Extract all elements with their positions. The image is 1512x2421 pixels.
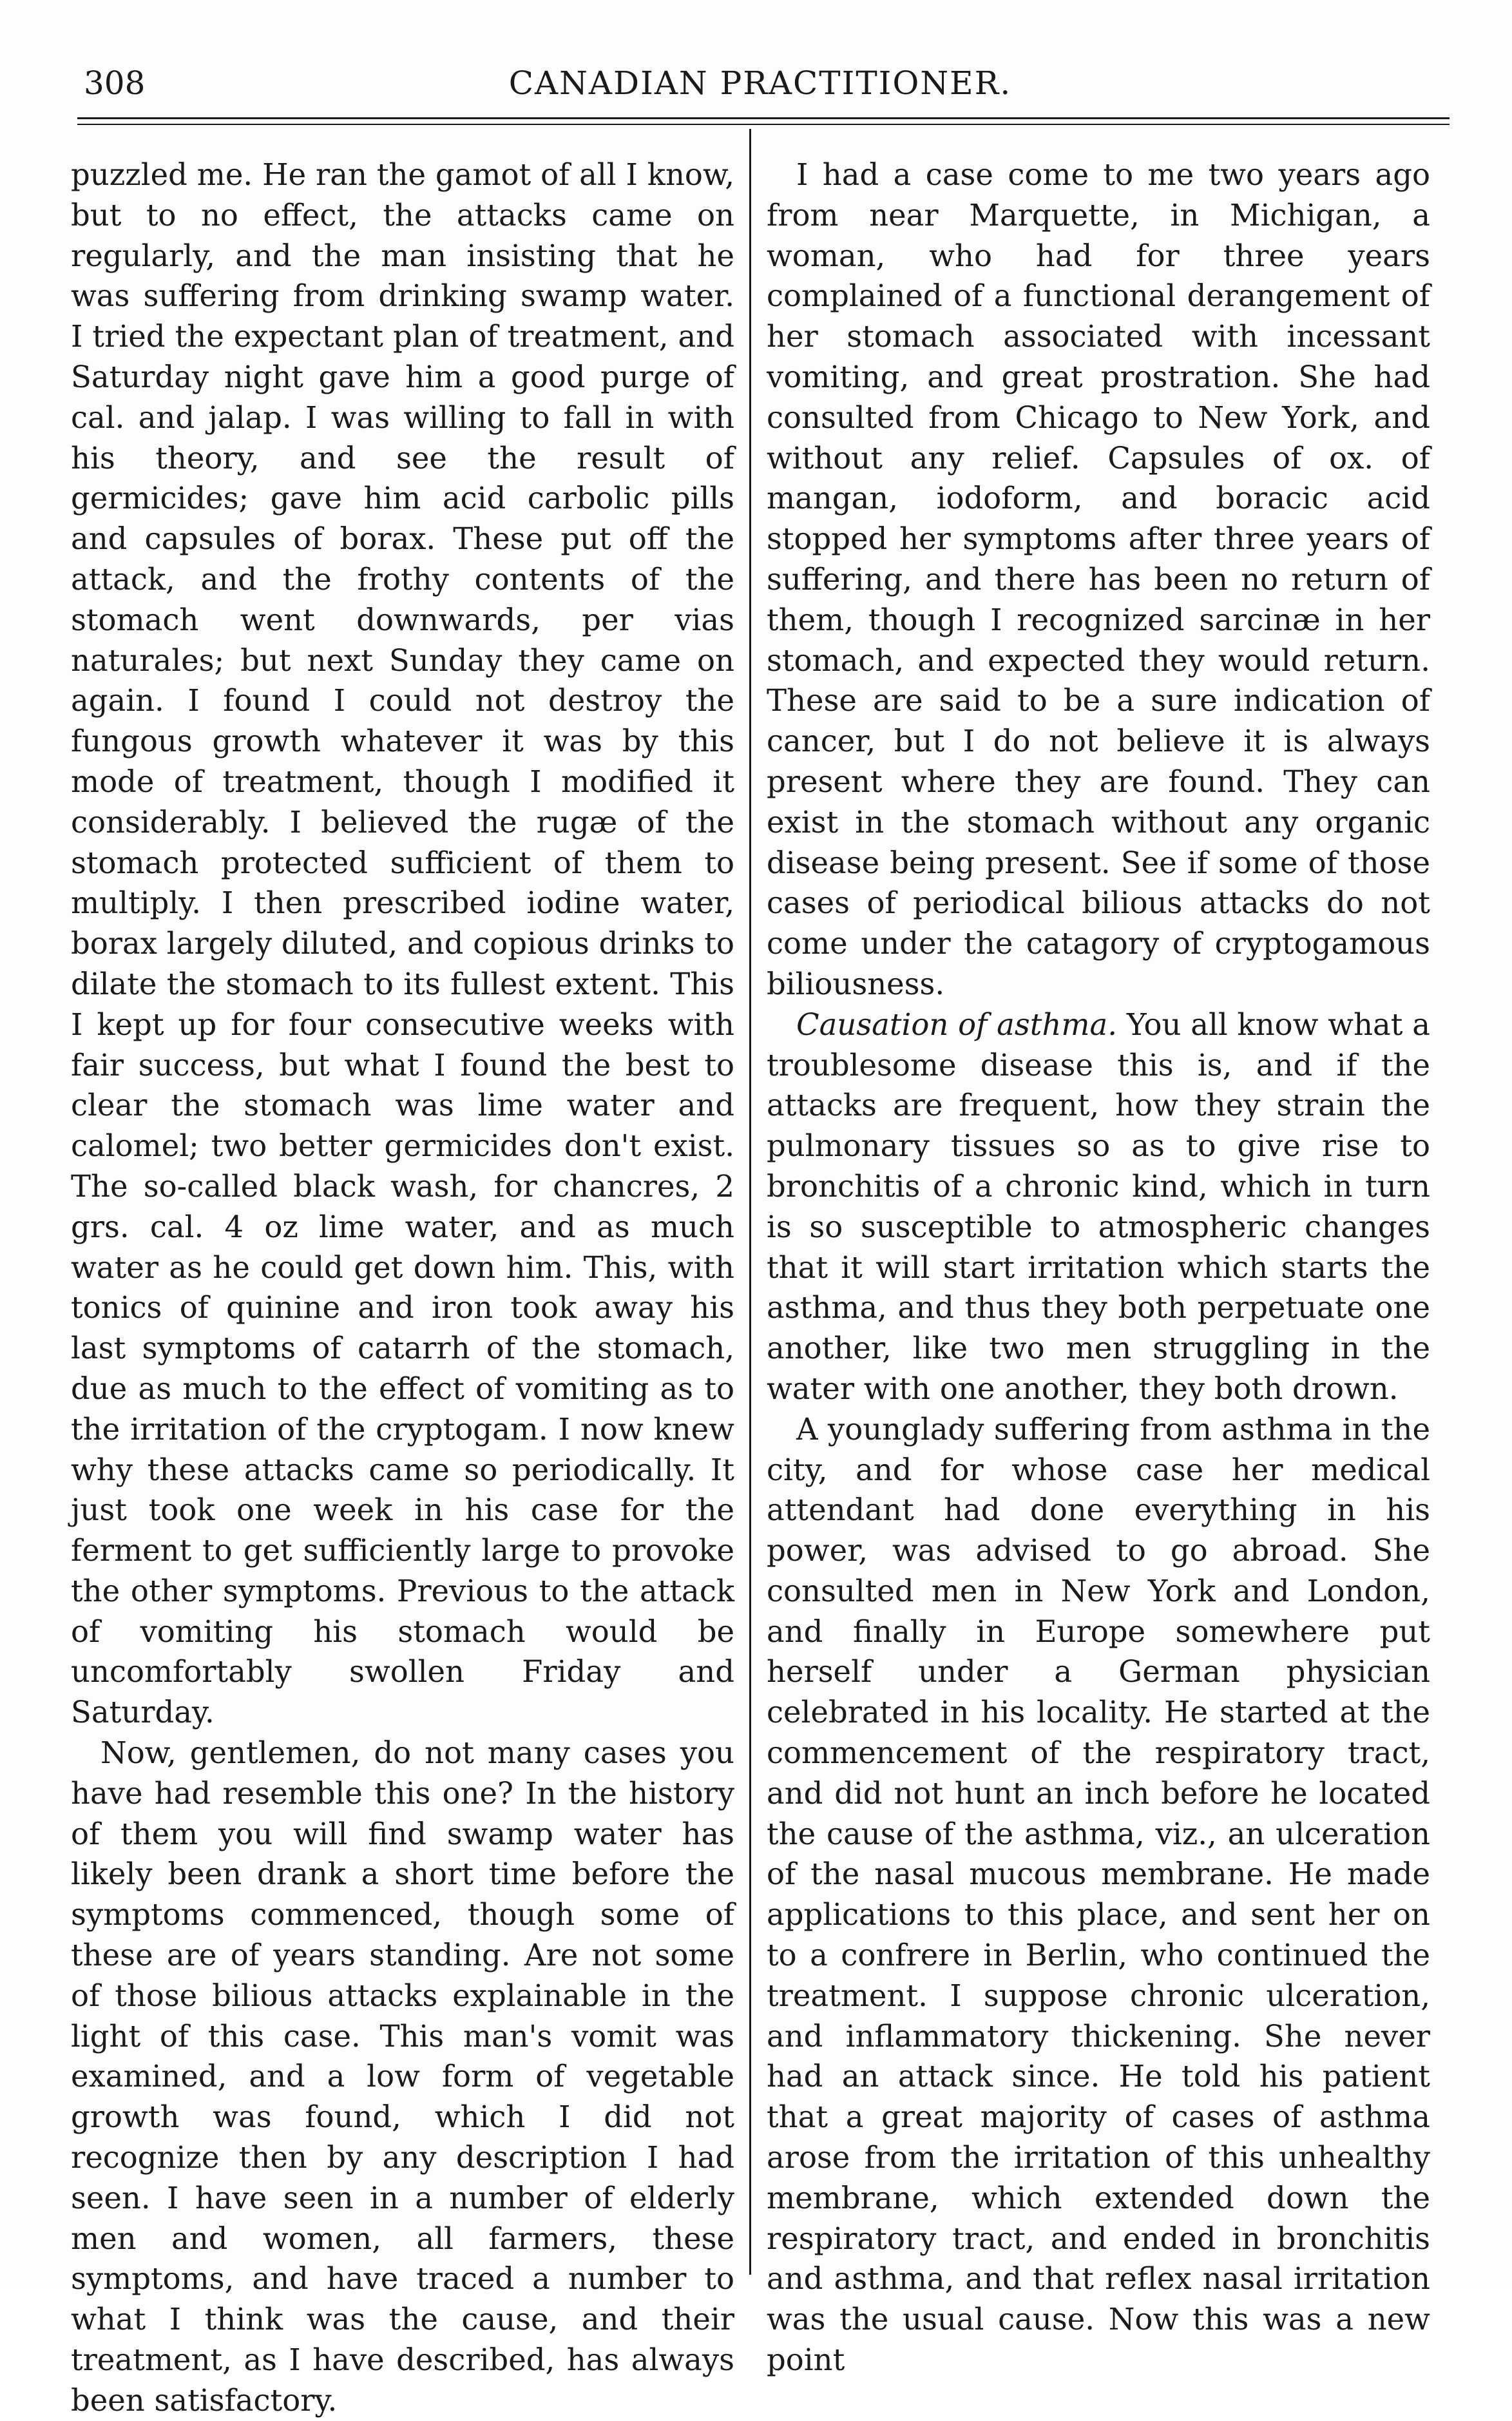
right-paragraph-1: I had a case come to me two years ago from near Marquette, in Michigan, a woman, who had for three years complained of a functional derangement of her stomach associated with incessant vomiting, and great prostration. She had consulted from Chicago to New York, and without any relief. Capsules of ox. of mangan, iodoform, and boracic acid stopped her symptoms after three years of suffering, and there has been no return of them, though I recognized sarcinæ in her stomach, and expected they would return. These are said to be a sure indication of cancer, but I do not believe it is always present where they are found. They can exist in the stomach without any organic disease being present. See if some of those cases of periodical bilious attacks do not come under the catagory of cryptogamous biliousness. — [767, 157, 1430, 1001]
left-paragraph-1: puzzled me. He ran the gamot of all I know, but to no effect, the attacks came on regularly, and the man insisting that he was suffering from drinking swamp water. I tried the expectant plan of treatment, and Saturday night gave him a good purge of cal. and jalap. I was willing to fall in with his theory, and see the result of germicides; gave him acid carbolic pills and capsules of borax. These put off the attack, and the frothy contents of the stomach went downwards, per vias naturales; but next Sunday they came on again. I found I could not destroy the fungous growth whatever it was by this mode of treatment, though I modified it considerably. I believed the rugæ of the stomach protected sufficient of them to multiply. I then prescribed iodine water, borax largely diluted, and copious drinks to dilate the stomach to its fullest extent. This I kept up for four consecutive weeks with fair success, but what I found the best to clear the stomach was lime water and calomel; two better germicides don't exist. The so-called black wash, for chancres, 2 grs. cal. 4 oz lime water, and as much water as he could get down him. This, with tonics of quinine and iron took away his last symptoms of catarrh of the stomach, due as much to the effect of vomiting as to the irritation of the cryptogam. I now knew why these attacks came so periodically. It just took one week in his case for the ferment to get sufficiently large to provoke the other symptoms. Previous to the attack of vomiting his stomach would be uncomfortably swollen Friday and Saturday. — [71, 157, 734, 1730]
right-column — [767, 155, 1430, 2380]
header-rule-top — [77, 117, 1450, 119]
page-header — [77, 57, 1443, 108]
left-paragraph-2: Now, gentlemen, do not many cases you have had resemble this one? In the history of them you will find swamp water has likely been drank a short time before the symptoms commenced, though some of these are of years standing. Are not some of those bilious attacks explainable in the light of this case. This man's vomit was examined, and a low form of vegetable growth was found, which I did not recognize then by any description I had seen. I have seen in a number of elderly men and women, all farmers, these symptoms, and have traced a number to what I think was the cause, and their treatment, as I have described, has always been satisfactory. — [71, 1735, 734, 2418]
section-lead-causation-of-asthma: Causation of asthma. — [796, 1007, 1118, 1042]
right-paragraph-3: A younglady suffering from asthma in the city, and for whose case her medical attendant had done everything in his power, was advised to go abroad. She consulted men in New York and London, and finally in Europe somewhere put herself under a German physician celebrated in his locality. He started at the commencement of the respiratory tract, and did not hunt an inch before he located the cause of the asthma, viz., an ulceration of the nasal mucous membrane. He made applications to this place, and sent her on to a confrere in Berlin, who continued the treatment. I suppose chronic ulceration, and inflammatory thickening. She never had an attack since. He told his patient that a great majority of cases of asthma arose from the irritation of this unhealthy membrane, which extended down the respiratory tract, and ended in bronchitis and asthma, and that reflex nasal irritation was the usual cause. Now this was a new point — [767, 1411, 1430, 2378]
right-paragraph-2-body: You all know what a troublesome disease this is, and if the attacks are frequent, how they strain the pulmonary tissues so as to give rise to bronchitis of a chronic kind, which in turn is so susceptible to atmospheric changes that it will start irritation which starts the asthma, and thus they both perpetuate one another, like two men struggling in the water with one another, they both drown. — [767, 1007, 1430, 1406]
column-divider — [749, 129, 751, 2275]
running-title: CANADIAN PRACTITIONER. — [508, 64, 1012, 102]
left-column — [71, 155, 734, 2421]
page-number: 308 — [84, 64, 146, 102]
right-paragraph-2 — [767, 1005, 1430, 1409]
header-rule-bottom — [77, 124, 1450, 125]
